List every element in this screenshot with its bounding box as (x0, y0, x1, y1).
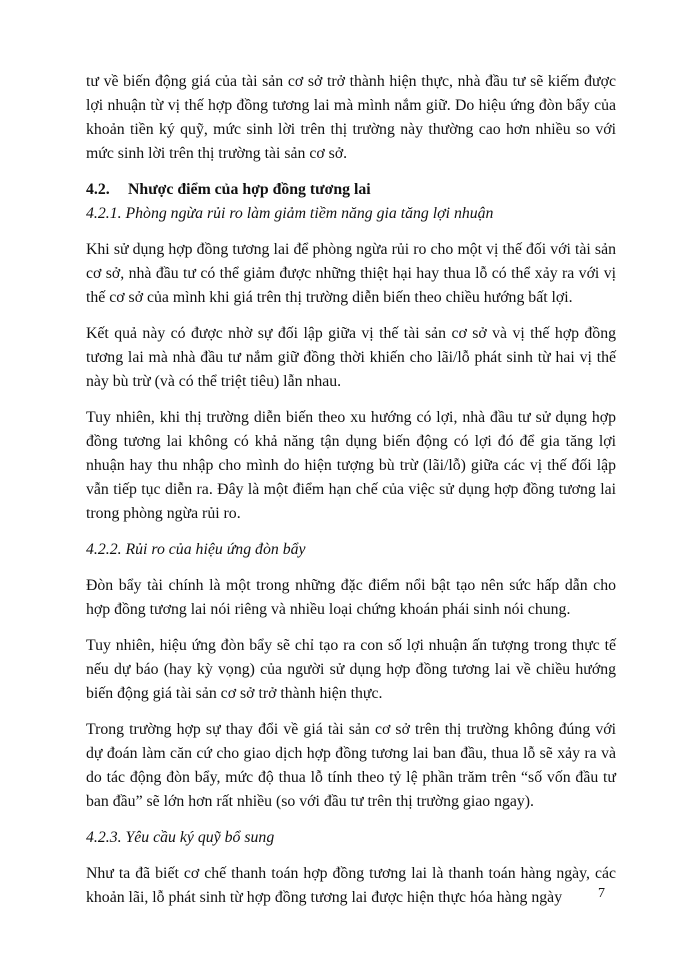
paragraph-2-2: Tuy nhiên, hiệu ứng đòn bẩy sẽ chỉ tạo ra con số lợi nhuận ấn tượng trong thực tế nếu dự báo (hay kỳ vọng) của người sử dụng hợp đồng tương lai về chiều hướng biến động giá tài sản cơ sở trở thành hiện thực. (86, 637, 616, 702)
paragraph-1-2: Kết quả này có được nhờ sự đối lập giữa vị thế tài sản cơ sở và vị thế hợp đồng tương lai mà nhà đầu tư nắm giữ đồng thời khiến cho lãi/lỗ phát sinh từ hai vị thế này bù trừ (và có thể triệt tiêu) lẫn nhau. (86, 325, 616, 390)
section-title: Nhược điểm của hợp đồng tương lai (128, 181, 371, 198)
subsection-heading-3: 4.2.3. Yêu cầu ký quỹ bổ sung (86, 829, 275, 846)
page-content (86, 70, 616, 922)
page-number: 7 (598, 886, 605, 901)
section-heading (86, 178, 616, 202)
subsection-heading-2: 4.2.2. Rủi ro của hiệu ứng đòn bẩy (86, 541, 306, 558)
paragraph-1-1: Khi sử dụng hợp đồng tương lai để phòng ngừa rủi ro cho một vị thế đối với tài sản cơ sở, nhà đầu tư có thể giảm được những thiệt hại hay thua lỗ có thể xảy ra với vị thế cơ sở của mình khi giá trên thị trường diễn biến theo chiều hướng bất lợi. (86, 241, 616, 306)
subsection-heading-1: 4.2.1. Phòng ngừa rủi ro làm giảm tiềm năng gia tăng lợi nhuận (86, 205, 494, 222)
paragraph-3-1: Như ta đã biết cơ chế thanh toán hợp đồng tương lai là thanh toán hàng ngày, các khoản lãi, lỗ phát sinh từ hợp đồng tương lai được hiện thực hóa hàng ngày (86, 865, 616, 906)
paragraph-2-3: Trong trường hợp sự thay đổi về giá tài sản cơ sở trên thị trường không đúng với dự đoán làm căn cứ cho giao dịch hợp đồng tương lai ban đầu, thua lỗ sẽ xảy ra và do tác động đòn bẩy, mức độ thua lỗ tính theo tỷ lệ phần trăm trên “số vốn đầu tư ban đầu” sẽ lớn hơn rất nhiều (so với đầu tư trên thị trường giao ngay). (86, 721, 616, 810)
paragraph-intro: tư về biến động giá của tài sản cơ sở trở thành hiện thực, nhà đầu tư sẽ kiếm được lợi nhuận từ vị thế hợp đồng tương lai mà mình nắm giữ. Do hiệu ứng đòn bẩy của khoản tiền ký quỹ, mức sinh lời trên thị trường này thường cao hơn nhiều so với mức sinh lời trên thị trường tài sản cơ sở. (86, 73, 616, 162)
paragraph-1-3: Tuy nhiên, khi thị trường diễn biến theo xu hướng có lợi, nhà đầu tư sử dụng hợp đồng tương lai không có khả năng tận dụng biến động có lợi đó để gia tăng lợi nhuận hay thu nhập cho mình do hiện tượng bù trừ (lãi/lỗ) giữa các vị thế đối lập vẫn tiếp tục diễn ra. Đây là một điểm hạn chế của việc sử dụng hợp đồng tương lai trong phòng ngừa rủi ro. (86, 409, 616, 522)
paragraph-2-1: Đòn bẩy tài chính là một trong những đặc điểm nổi bật tạo nên sức hấp dẫn cho hợp đồng tương lai nói riêng và nhiều loại chứng khoán phái sinh nói chung. (86, 577, 616, 618)
section-number: 4.2. (86, 181, 110, 198)
